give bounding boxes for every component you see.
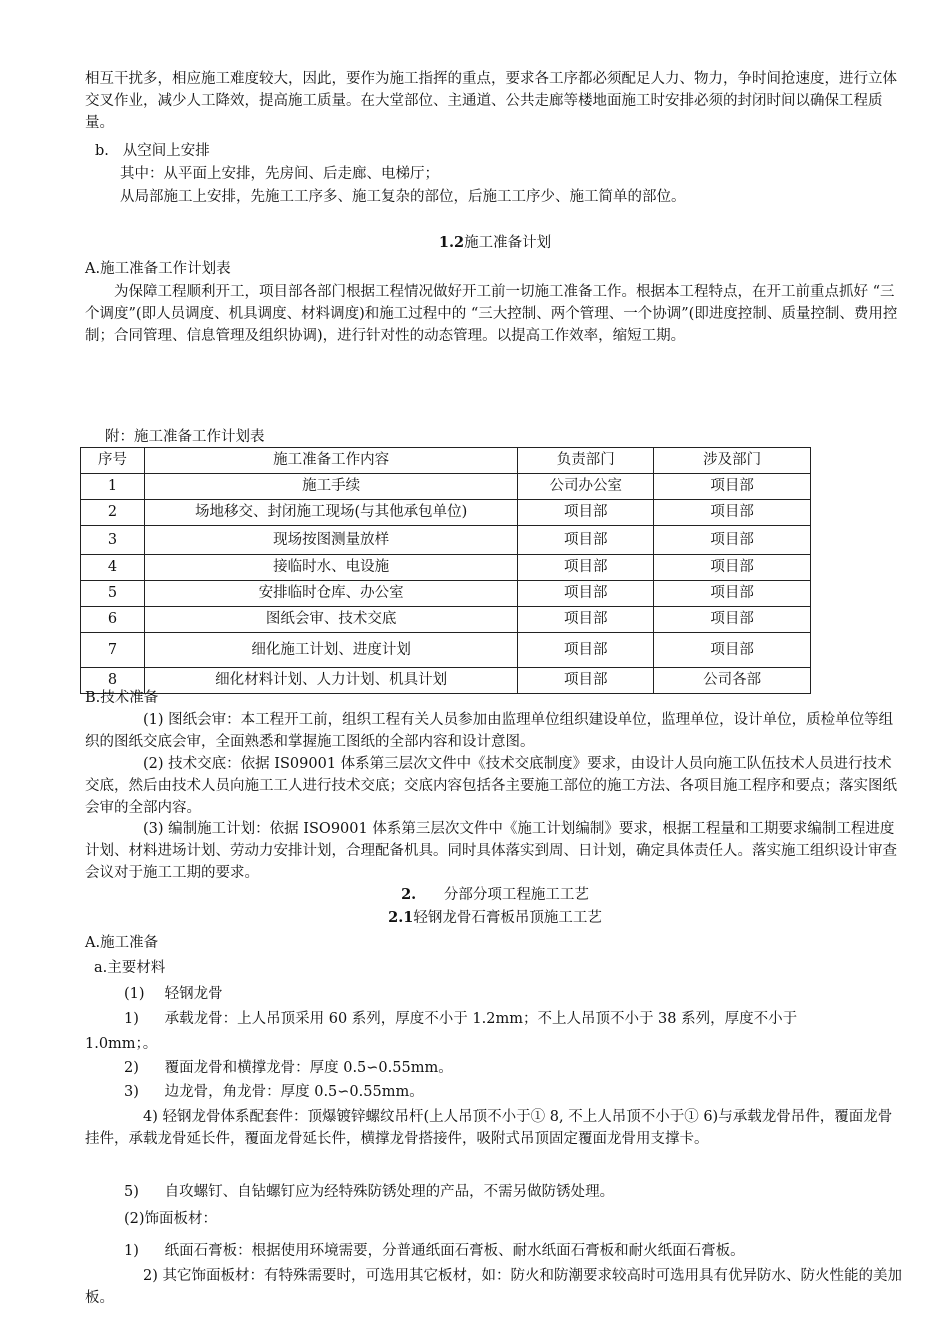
section-2-1-number: 2.1 <box>388 909 414 926</box>
tech-prep-item-2 <box>85 753 905 819</box>
prep-plan-paragraph: 为保障工程顺利开工，项目部各部门根据工程情况做好开工前一切施工准备工作。根据本工程特点，在开工前重点抓好 “三个调度”(即人员调度、机具调度、材料调度)和施工过程中的 “三大控制、两个管理、一个协调”(即进度控制、质量控制、费用控制；合同管理、信息管理及组织协调)，进行针对性的动态管理。以提高工作效率，缩短工期。 <box>85 284 898 344</box>
table-row <box>81 474 811 500</box>
section-2-title: 分部分项工程施工工艺 <box>443 887 589 903</box>
section-1-2-title: 施工准备计划 <box>464 235 552 251</box>
tech-prep-item-3 <box>85 818 905 884</box>
cell-responsible: 项目部 <box>518 607 654 633</box>
construction-prep-heading: A.施工准备 <box>85 935 159 951</box>
material-1-item-3-number: 3) <box>124 1084 139 1100</box>
cell-involved: 项目部 <box>654 581 811 607</box>
material-1-item-5-number: 5) <box>124 1184 139 1200</box>
table-row <box>81 555 811 581</box>
material-2-item-2-number: 2) <box>143 1268 158 1284</box>
cell-responsible: 项目部 <box>518 668 654 694</box>
cell-seq: 2 <box>81 500 145 526</box>
cell-seq: 8 <box>81 668 145 694</box>
cell-involved: 公司各部 <box>654 668 811 694</box>
material-1-item-1-continued: 1.0mm；。 <box>85 1036 158 1052</box>
tech-prep-item-2-text: 技术交底：依据 IS09001 体系第三层次文件中《技术交底制度》要求，由设计人员向施工队伍技术人员进行技术交底，然后由技术人员向施工工人进行技术交底；交底内容包括各主要施工部位的施工方法、各项目施工程序和要点；落实图纸会审的全部内容。 <box>85 756 897 816</box>
tech-prep-item-2-number: (2) <box>143 756 164 772</box>
cell-seq: 4 <box>81 555 145 581</box>
header-seq: 序号 <box>81 448 145 474</box>
intro-paragraph: 相互干扰多，相应施工难度较大，因此，要作为施工指挥的重点，要求各工序都必须配足人力、物力，争时间抢速度，进行立体交叉作业，减少人工降效，提高施工质量。在大堂部位、主通道、公共走廊等楼地面施工时安排必须的封闭时间以确保工程质量。 <box>85 71 897 131</box>
section-2-heading <box>85 884 905 906</box>
cell-content: 场地移交、封闭施工现场(与其他承包单位) <box>144 500 517 526</box>
prep-plan-table <box>80 447 811 694</box>
material-1-item-1-text: 承载龙骨：上人吊顶采用 60 系列，厚度不小于 1.2mm；不上人吊顶不小于 38 系列，厚度不小于 <box>164 1011 798 1027</box>
header-content: 施工准备工作内容 <box>144 448 517 474</box>
cell-content: 细化材料计划、人力计划、机具计划 <box>144 668 517 694</box>
material-1-item-1 <box>124 1008 884 1030</box>
main-materials-heading: a.主要材料 <box>94 960 166 976</box>
material-2-item-1-text: 纸面石膏板：根据使用环境需要，分普通纸面石膏板、耐水纸面石膏板和耐火纸面石膏板。 <box>164 1243 745 1259</box>
cell-content: 细化施工计划、进度计划 <box>144 633 517 668</box>
material-1-item-3 <box>124 1081 944 1103</box>
material-1-item-1-number: 1) <box>124 1011 139 1027</box>
tech-prep-item-3-number: (3) <box>143 821 164 837</box>
table-row <box>81 581 811 607</box>
material-2-item-1-number: 1) <box>124 1243 139 1259</box>
material-1-item-2-number: 2) <box>124 1060 139 1076</box>
cell-content: 接临时水、电设施 <box>144 555 517 581</box>
material-1-heading <box>124 983 944 1005</box>
section-2-1-title: 轻钢龙骨石膏板吊顶施工工艺 <box>413 910 602 926</box>
cell-responsible: 项目部 <box>518 500 654 526</box>
intro-line-1: 其中：从平面上安排，先房间、后走廊、电梯厅； <box>120 166 439 182</box>
cell-responsible: 项目部 <box>518 581 654 607</box>
table-row <box>81 500 811 526</box>
material-1-item-4 <box>85 1106 905 1150</box>
cell-involved: 项目部 <box>654 474 811 500</box>
cell-involved: 项目部 <box>654 633 811 668</box>
subheading-b-space <box>95 140 915 162</box>
table-row <box>81 607 811 633</box>
cell-content: 安排临时仓库、办公室 <box>144 581 517 607</box>
prep-plan-heading: A.施工准备工作计划表 <box>85 261 231 277</box>
table-caption: 附：施工准备工作计划表 <box>105 429 265 445</box>
cell-seq: 6 <box>81 607 145 633</box>
material-1-name: 轻钢龙骨 <box>164 986 223 1002</box>
tech-prep-item-1-number: (1) <box>143 712 164 728</box>
tech-prep-heading: B.技术准备 <box>85 690 159 706</box>
table-row <box>81 526 811 555</box>
material-1-item-2 <box>124 1057 944 1079</box>
material-2-item-1 <box>124 1240 944 1262</box>
cell-responsible: 项目部 <box>518 633 654 668</box>
material-1-item-5-text: 自攻螺钉、自钻螺钉应为经特殊防锈处理的产品，不需另做防锈处理。 <box>164 1184 615 1200</box>
material-1-item-3-text: 边龙骨，角龙骨：厚度 0.5∽0.55mm。 <box>164 1084 424 1100</box>
material-1-number: (1) <box>124 986 145 1002</box>
table-row <box>81 633 811 668</box>
section-1-2-heading <box>85 232 905 254</box>
cell-seq: 7 <box>81 633 145 668</box>
cell-content: 施工手续 <box>144 474 517 500</box>
cell-content: 现场按图测量放样 <box>144 526 517 555</box>
cell-responsible: 公司办公室 <box>518 474 654 500</box>
cell-content: 图纸会审、技术交底 <box>144 607 517 633</box>
tech-prep-item-1-text: 图纸会审：本工程开工前，组织工程有关人员参加由监理单位组织建设单位，监理单位，设计单位，质检单位等组织的图纸交底会审，全面熟悉和掌握施工图纸的全部内容和设计意图。 <box>85 712 894 750</box>
intro-line-2: 从局部施工上安排，先施工工序多、施工复杂的部位，后施工工序少、施工简单的部位。 <box>120 189 686 205</box>
material-2-item-2 <box>85 1265 905 1309</box>
header-involved: 涉及部门 <box>654 448 811 474</box>
cell-responsible: 项目部 <box>518 526 654 555</box>
material-1-item-2-text: 覆面龙骨和横撑龙骨：厚度 0.5∽0.55mm。 <box>164 1060 453 1076</box>
material-2-heading: (2)饰面板材： <box>124 1211 218 1227</box>
cell-seq: 5 <box>81 581 145 607</box>
subheading-b-title: 从空间上安排 <box>122 143 210 159</box>
cell-seq: 1 <box>81 474 145 500</box>
material-1-item-4-text: 轻钢龙骨体系配套件：顶爆镀锌螺纹吊杆(上人吊顶不小于① 8, 不上人吊顶不小于① 6)与承载龙骨吊件，覆面龙骨挂件，承载龙骨延长件，覆面龙骨延长件，横撑龙骨搭接件，吸附式吊顶固定覆面龙骨用支撑卡。 <box>85 1109 893 1147</box>
material-1-item-5 <box>124 1181 944 1203</box>
cell-involved: 项目部 <box>654 500 811 526</box>
cell-responsible: 项目部 <box>518 555 654 581</box>
material-1-item-4-number: 4) <box>143 1109 158 1125</box>
header-responsible: 负责部门 <box>518 448 654 474</box>
tech-prep-item-1 <box>85 709 905 753</box>
cell-involved: 项目部 <box>654 555 811 581</box>
subheading-b-label: b. <box>95 143 109 159</box>
section-1-2-number: 1.2 <box>438 234 465 251</box>
cell-seq: 3 <box>81 526 145 555</box>
section-2-number: 2. <box>401 886 417 903</box>
material-2-item-2-text: 其它饰面板材：有特殊需要时，可选用其它板材，如：防火和防潮要求较高时可选用具有优异防水、防火性能的美加板。 <box>85 1268 902 1306</box>
cell-involved: 项目部 <box>654 526 811 555</box>
section-2-1-heading <box>85 907 905 929</box>
table-header-row <box>81 448 811 474</box>
tech-prep-item-3-text: 编制施工计划：依据 ISO9001 体系第三层次文件中《施工计划编制》要求，根据工程量和工期要求编制工程进度计划、材料进场计划、劳动力安排计划，合理配备机具。同时具体落实到周、日计划，确定具体责任人。落实施工组织设计审查会议对于施工工期的要求。 <box>85 821 897 881</box>
cell-involved: 项目部 <box>654 607 811 633</box>
